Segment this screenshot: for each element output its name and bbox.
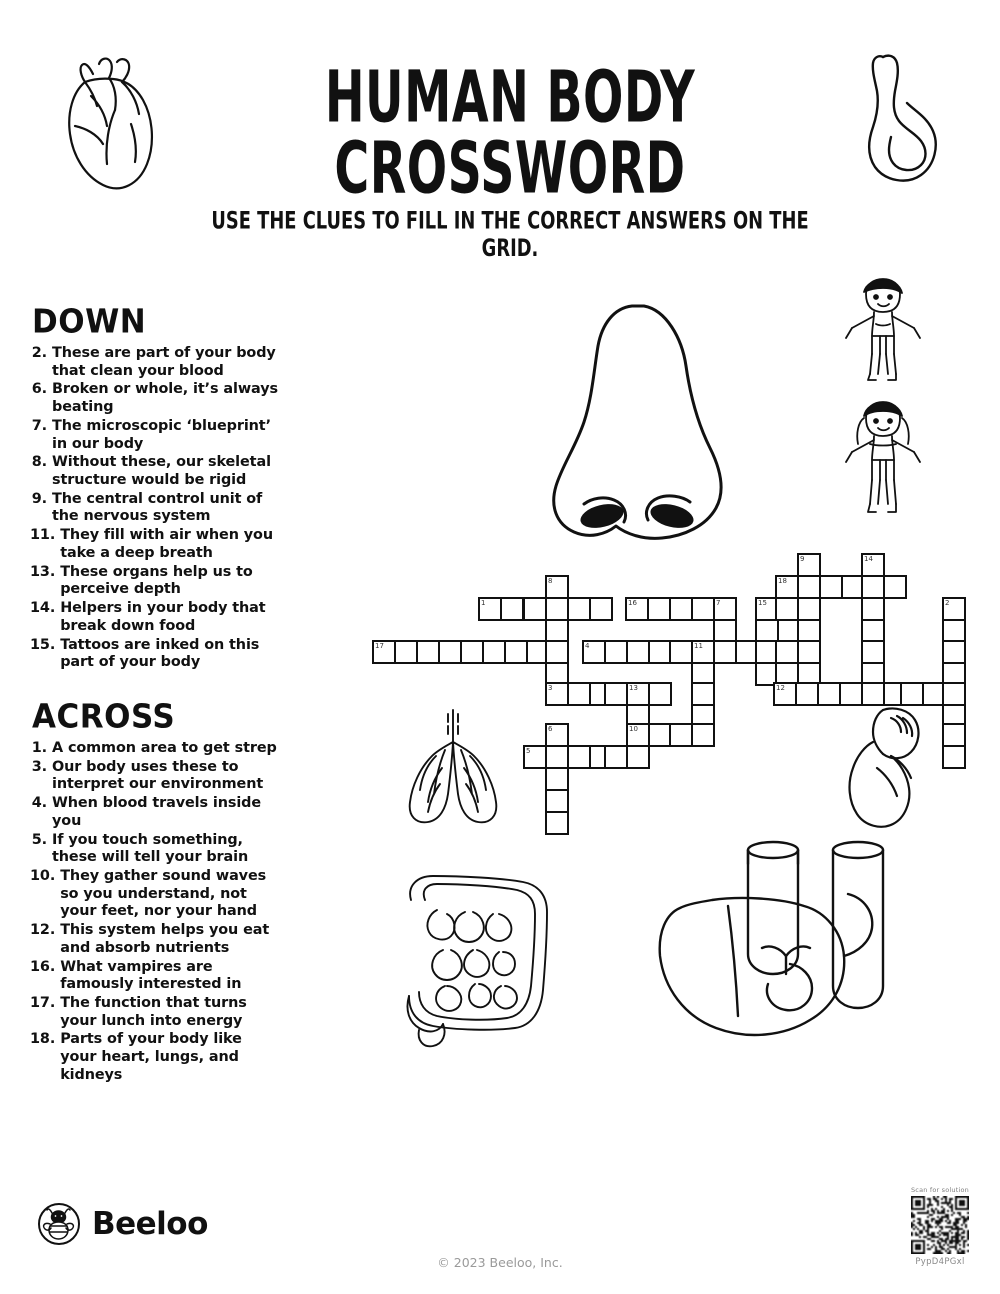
title-block: [190, 56, 830, 262]
grid-cell[interactable]: [883, 575, 907, 599]
clue-text: These organs help us to perceive depth: [60, 563, 253, 598]
grid-cell[interactable]: [819, 575, 843, 599]
grid-cell[interactable]: [604, 745, 628, 769]
grid-cell-numbered[interactable]: [545, 723, 569, 747]
grid-cell-numbered[interactable]: [773, 682, 797, 706]
clue-item: [30, 759, 280, 794]
clue-number: 8.: [31, 454, 47, 471]
grid-cell[interactable]: [545, 640, 569, 664]
clue-item: [30, 868, 280, 921]
grid-cell[interactable]: [416, 640, 440, 664]
grid-cell-numbered[interactable]: [861, 553, 885, 577]
clue-item: [30, 381, 280, 416]
clue-item: [30, 454, 280, 489]
clue-text: Broken or whole, it’s always beating: [52, 381, 278, 416]
grid-cell[interactable]: [691, 682, 715, 706]
grid-cell[interactable]: [861, 575, 885, 599]
grid-cell-number: 16: [628, 599, 637, 607]
clue-number: 1.: [31, 739, 47, 756]
grid-cell-number: 1: [481, 599, 486, 607]
grid-cell[interactable]: [900, 682, 924, 706]
clue-item: [30, 637, 280, 672]
grid-cell[interactable]: [942, 745, 966, 769]
grid-cell[interactable]: [669, 640, 693, 664]
clue-number: 3.: [31, 758, 47, 775]
clue-number: 18.: [30, 1031, 56, 1048]
grid-cell[interactable]: [797, 597, 821, 621]
grid-cell[interactable]: [775, 640, 799, 664]
grid-cell-number: 11: [694, 642, 703, 650]
grid-cell[interactable]: [589, 597, 613, 621]
clue-number: 12.: [30, 922, 56, 939]
clue-number: 15.: [30, 636, 56, 653]
grid-cell[interactable]: [523, 597, 547, 621]
clue-text: A common area to get strep: [52, 739, 277, 756]
clues-panel: [30, 303, 280, 1086]
grid-cell-number: 12: [776, 684, 785, 692]
lungs-illustration: [390, 706, 516, 830]
clue-number: 5.: [31, 831, 47, 848]
clue-item: [30, 832, 280, 867]
down-heading: DOWN: [32, 303, 147, 341]
grid-cell-number: 17: [375, 642, 384, 650]
qr-block: [903, 1186, 977, 1267]
grid-cell[interactable]: [545, 597, 569, 621]
grid-cell[interactable]: [797, 640, 821, 664]
clue-text: They gather sound waves so you understand, not your feet, nor your hand: [60, 867, 267, 920]
clue-number: 2.: [31, 345, 47, 361]
grid-cell[interactable]: [942, 640, 966, 664]
clue-item: [30, 491, 280, 526]
grid-cell-number: 7: [716, 599, 721, 607]
page-header: [0, 0, 1000, 262]
grid-cell[interactable]: [626, 640, 650, 664]
grid-cell[interactable]: [545, 767, 569, 791]
grid-cell-number: 9: [800, 555, 805, 563]
grid-cell-number: 5: [526, 747, 531, 755]
grid-cell-number: 3: [548, 684, 553, 692]
grid-cell-number: 18: [778, 577, 787, 585]
clue-number: 10.: [30, 867, 56, 884]
grid-cell[interactable]: [691, 597, 715, 621]
grid-cell[interactable]: [797, 575, 821, 599]
grid-cell[interactable]: [500, 597, 524, 621]
grid-cell[interactable]: [460, 640, 484, 664]
across-clues-block: [30, 698, 280, 1085]
grid-cell-numbered[interactable]: [713, 597, 737, 621]
brand-name: Beeloo: [92, 1206, 208, 1242]
clue-item: [30, 418, 280, 453]
intestines-illustration: [381, 870, 577, 1054]
grid-cell[interactable]: [775, 597, 799, 621]
grid-cell[interactable]: [545, 811, 569, 835]
grid-cell-number: 2: [945, 599, 950, 607]
grid-cell[interactable]: [394, 640, 418, 664]
grid-cell[interactable]: [604, 682, 628, 706]
grid-cell-numbered[interactable]: [775, 575, 799, 599]
page-title: HUMAN BODY CROSSWORD: [324, 56, 696, 210]
liver-illustration: [640, 836, 920, 1058]
grid-cell[interactable]: [647, 597, 671, 621]
clue-text: What vampires are famously interested in: [60, 958, 242, 993]
grid-cell-number: 8: [548, 577, 553, 585]
grid-cell-number: 13: [629, 684, 638, 692]
clue-text: Our body uses these to interpret our environment: [52, 758, 264, 793]
bee-icon: [38, 1203, 80, 1245]
copyright-text: © 2023 Beeloo, Inc.: [437, 1255, 563, 1270]
clue-item: [30, 564, 280, 599]
heart-illustration: [55, 52, 170, 197]
clue-text: Parts of your body like your heart, lungs, and kidneys: [60, 1031, 242, 1083]
clue-number: 9.: [31, 490, 47, 507]
clue-number: 17.: [30, 995, 56, 1011]
down-clues-block: [30, 303, 280, 672]
clue-item: [30, 600, 280, 635]
boy-illustration: [836, 276, 930, 386]
grid-cell[interactable]: [604, 640, 628, 664]
clue-text: The central control unit of the nervous system: [52, 490, 263, 525]
girl-illustration: [836, 398, 930, 520]
grid-cell-number: 14: [864, 555, 873, 563]
flexed-arm-illustration: [843, 702, 935, 830]
grid-cell[interactable]: [545, 789, 569, 813]
clue-item: [30, 740, 280, 758]
qr-caption: Scan for solution: [910, 1186, 969, 1194]
grid-cell[interactable]: [482, 640, 506, 664]
clue-text: Without these, our skeletal structure would be rigid: [52, 454, 271, 489]
grid-cell[interactable]: [545, 745, 569, 769]
grid-cell-numbered[interactable]: [626, 682, 650, 706]
grid-cell[interactable]: [504, 640, 528, 664]
clue-item: [30, 995, 280, 1030]
nose-illustration: [540, 298, 735, 560]
grid-cell-numbered[interactable]: [478, 597, 502, 621]
clue-number: 6.: [31, 381, 47, 398]
grid-cell[interactable]: [861, 640, 885, 664]
grid-cell-number: 4: [585, 642, 590, 650]
grid-cell[interactable]: [942, 723, 966, 747]
clue-number: 7.: [31, 417, 47, 434]
grid-cell-numbered[interactable]: [582, 640, 606, 664]
clue-number: 13.: [30, 563, 56, 580]
page-subtitle: USE THE CLUES TO FILL IN THE CORRECT ANSWERS ON THE GRID.: [211, 207, 809, 262]
grid-cell-numbered[interactable]: [942, 597, 966, 621]
grid-cell-numbered[interactable]: [523, 745, 547, 769]
clue-number: 14.: [30, 600, 56, 617]
grid-cell-number: 6: [548, 725, 553, 733]
clue-text: This system helps you eat and absorb nutrients: [60, 922, 270, 956]
clue-text: They fill with air when you take a deep breath: [60, 527, 273, 561]
grid-cell[interactable]: [942, 682, 966, 706]
clue-item: [30, 959, 280, 994]
down-clue-list: [30, 345, 280, 672]
grid-cell-number: 10: [629, 725, 638, 733]
grid-cell-numbered[interactable]: [545, 575, 569, 599]
clue-text: When blood travels inside you: [52, 795, 262, 829]
clue-number: 16.: [30, 958, 56, 975]
across-heading: ACROSS: [32, 697, 176, 736]
clue-number: 4.: [31, 795, 47, 812]
clue-text: If you touch something, these will tell your brain: [52, 831, 249, 866]
clue-item: [30, 345, 280, 380]
qr-id-text: PypD4PGxl: [915, 1257, 965, 1267]
grid-cell-numbered[interactable]: [372, 640, 396, 664]
grid-cell-numbered[interactable]: [625, 597, 649, 621]
clue-text: The microscopic ‘blueprint’ in our body: [52, 417, 271, 452]
grid-cell[interactable]: [567, 597, 591, 621]
beeloo-logo: [38, 1203, 208, 1245]
grid-cell[interactable]: [817, 682, 841, 706]
clue-item: [30, 1031, 280, 1084]
clue-item: [30, 527, 280, 562]
grid-cell[interactable]: [861, 597, 885, 621]
grid-cell[interactable]: [438, 640, 462, 664]
clue-text: Helpers in your body that break down food: [60, 600, 266, 634]
clue-number: 11.: [30, 527, 56, 544]
grid-cell-numbered[interactable]: [626, 723, 650, 747]
grid-cell[interactable]: [567, 745, 591, 769]
stomach-illustration: [845, 45, 960, 200]
clue-item: [30, 922, 280, 957]
qr-code-image[interactable]: [911, 1196, 969, 1254]
grid-cell-numbered[interactable]: [691, 640, 715, 664]
grid-cell-numbered[interactable]: [797, 553, 821, 577]
clue-text: The function that turns your lunch into energy: [60, 995, 247, 1029]
grid-cell[interactable]: [795, 682, 819, 706]
grid-cell[interactable]: [691, 723, 715, 747]
clue-text: These are part of your body that clean your blood: [52, 345, 276, 379]
clue-text: Tattoos are inked on this part of your body: [60, 636, 260, 671]
grid-cell[interactable]: [648, 682, 672, 706]
grid-cell[interactable]: [567, 682, 591, 706]
grid-cell[interactable]: [626, 745, 650, 769]
across-clue-list: [30, 740, 280, 1085]
grid-cell[interactable]: [669, 723, 693, 747]
grid-cell-numbered[interactable]: [545, 682, 569, 706]
grid-cell[interactable]: [669, 597, 693, 621]
grid-cell[interactable]: [839, 682, 863, 706]
clue-item: [30, 795, 280, 830]
grid-cell[interactable]: [713, 640, 737, 664]
grid-cell[interactable]: [861, 682, 885, 706]
grid-cell-number: 15: [758, 599, 767, 607]
